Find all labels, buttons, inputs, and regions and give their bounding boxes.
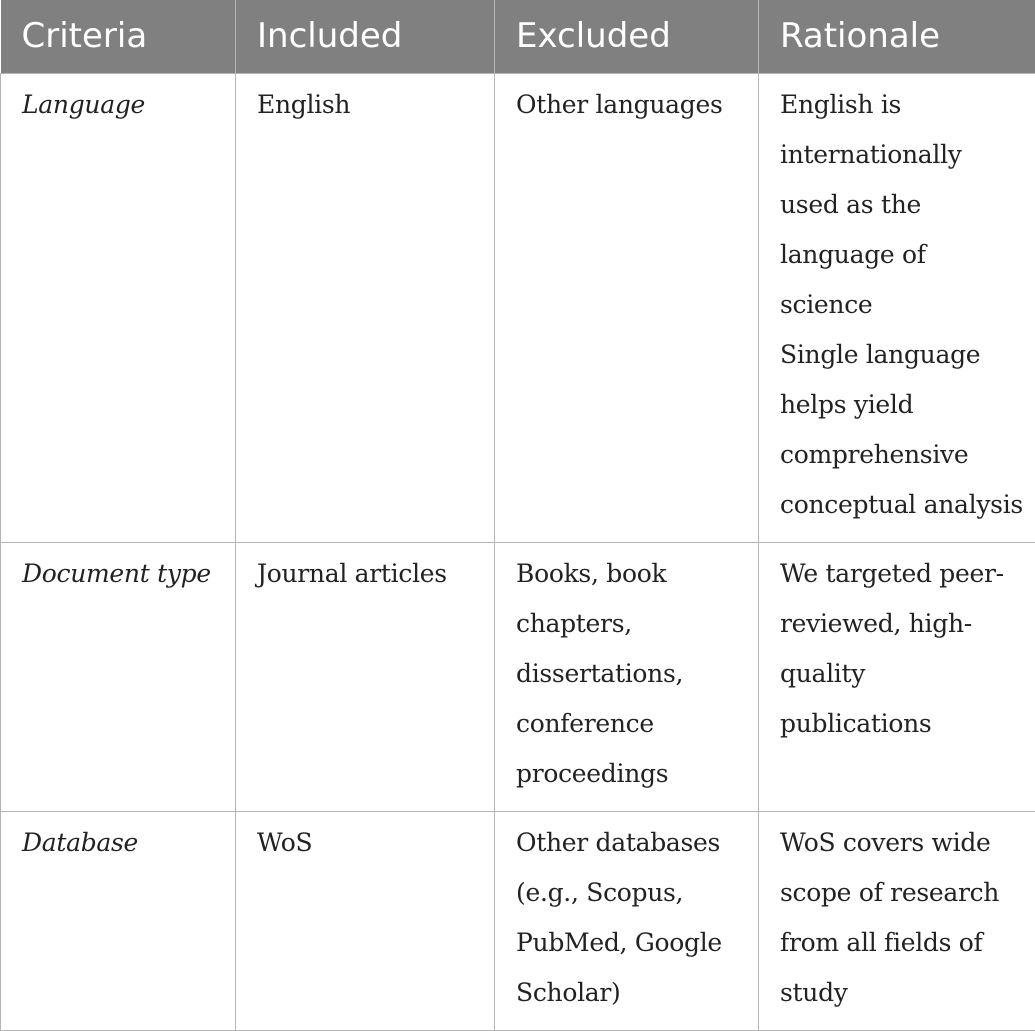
rationale-text: Single language helps yield comprehensive conceptual analysis	[780, 330, 1023, 530]
table-row-document-type	[1, 542, 1035, 811]
cell-included: WoS	[236, 811, 495, 1030]
cell-included: English	[236, 73, 495, 542]
cell-included: Journal articles	[236, 542, 495, 811]
cell-criteria: Language	[1, 73, 236, 542]
header-row	[1, 0, 1035, 73]
cell-excluded: Other languages	[495, 73, 759, 542]
header-included: Included	[236, 0, 495, 73]
header-excluded: Excluded	[495, 0, 759, 73]
cell-rationale	[759, 811, 1035, 1030]
cell-excluded: Books, book chapters, dissertations, conference proceedings	[495, 542, 759, 811]
rationale-text: WoS covers wide scope of research from all fields of study	[780, 818, 1023, 1018]
table-row-database	[1, 811, 1035, 1030]
cell-rationale	[759, 73, 1035, 542]
rationale-text: We targeted peer-reviewed, high-quality publications	[780, 549, 1023, 749]
cell-criteria: Document type	[1, 542, 236, 811]
table-row-language	[1, 73, 1035, 542]
header-rationale: Rationale	[759, 0, 1035, 73]
header-criteria: Criteria	[1, 0, 236, 73]
table-body	[1, 73, 1035, 1030]
cell-excluded: Other databases (e.g., Scopus, PubMed, Google Scholar)	[495, 811, 759, 1030]
cell-criteria: Database	[1, 811, 236, 1030]
table-header	[1, 0, 1035, 73]
rationale-text: English is internationally used as the language of science	[780, 80, 1023, 330]
cell-rationale	[759, 542, 1035, 811]
